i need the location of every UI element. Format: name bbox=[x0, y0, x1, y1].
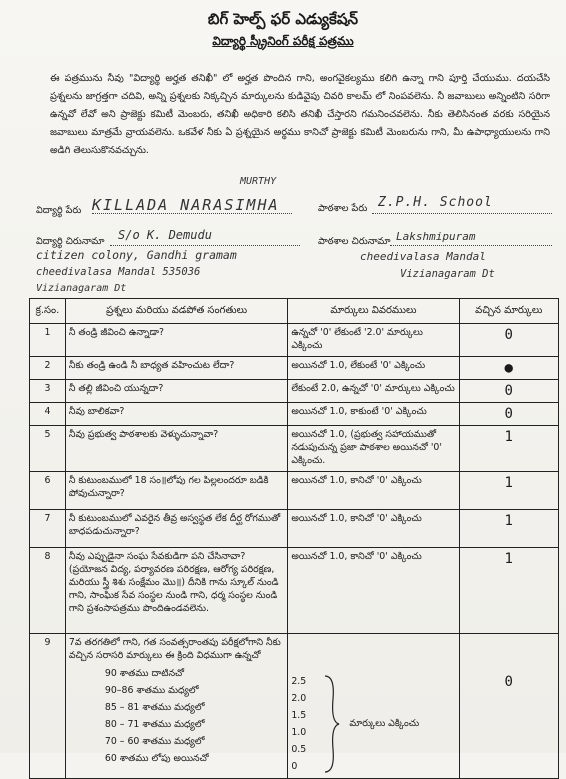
row-number: 8 bbox=[30, 548, 66, 634]
table-row bbox=[30, 380, 559, 403]
screening-table bbox=[29, 298, 559, 779]
row-marks-rule: లేకుంటే 2.0, ఉన్నచో '0' మార్కులు ఎక్కించు bbox=[288, 380, 459, 403]
row-number: 6 bbox=[30, 472, 66, 510]
row-question: నీ కుటుంబములో ఎవరైన తీవ్ర అస్వస్థత లేక దీర్ఘ రోగముతో బాధపడుచున్నారా? bbox=[65, 510, 287, 548]
row-marks-rule: ఉన్నచో '0' లేకుంటే '2.0' మార్కులు ఎక్కించు bbox=[288, 324, 459, 357]
row-question: 7వ తరగతిలో గాని, గత సంవత్సరాంతపు పరీక్షలోగాని నీకు వచ్చిన సరాసరి మార్కులు ఈ క్రింది విధముగా ఉన్నచో bbox=[68, 637, 281, 661]
school-value[interactable]: Z.P.H. School bbox=[378, 195, 493, 210]
row-marks-value[interactable]: 0 bbox=[459, 380, 558, 403]
grade-mark: 2.5 bbox=[291, 676, 307, 687]
row-question: నీకు తండ్రి ఉండి నీ బాధ్యత వహించుట లేదా? bbox=[65, 357, 287, 380]
row-question: నీవు ప్రభుత్వ పాఠశాలకు వెళ్ళుచున్నావా? bbox=[65, 426, 287, 472]
instructions-paragraph: ఈ పత్రమును నీవు "విద్యార్థి అర్హత తనిఖీ" లో అర్హత పొందిన గాని, అంగవైకల్యము కలిగి ఉన్నా గాని పూర్తి చేయుము. దయచేసి ప్రశ్నలను జాగ్రత్తగా చదివి, అన్ని ప్రశ్నలకు నిక్కచ్చిన మార్కులను కుడివైపు చివరి కాలమ్ లో నింపవలెను. నీ జవాబులు అన్నింటిని సరిగా ఉన్నవో లేవో అని ప్రాజెక్టు కమిటీ మెంబరు, తనిఖీ అధికారి కలిసి తనిఖీ చేస్తారని గమనించవలెను. నీకు తెలిసినంత వరకు సరియైన జవాబులు మాత్రమే వ్రాయవలెను. ఒకవేళ నీకు ఏ ప్రశ్నయైన అర్థము కానిచో ప్రాజెక్టు కమిటీ మెంబరును గాని, మీ ఉపాధ్యాయులను గాని అడిగి తెలుసుకొనవచ్చును. bbox=[50, 73, 550, 156]
header-marks-details: మార్కులు వివరములు bbox=[288, 299, 459, 324]
table-row bbox=[30, 403, 559, 426]
row-marks-value[interactable]: 1 bbox=[459, 548, 558, 634]
row-number: 3 bbox=[30, 380, 66, 403]
row-number: 1 bbox=[30, 324, 66, 357]
row-number: 9 bbox=[30, 634, 66, 779]
grade-marks-cell bbox=[288, 634, 459, 779]
row-question: నీవు ఎప్పుడైనా సంఘ సేవకుడిగా పని చేసినావా? (ప్రయోజన విద్య, పర్యావరణ పరిరక్షణ, ఆరోగ్య పరిరక్షణ, మరియు స్త్రీ శిశు సంక్షేమం మొ॥) దీనికి గాను స్కూల్ నుండి గాని, సాంఘిక సేవ సంస్థల నుండి గాని, ధర్మ సంస్థల నుండి గాని ప్రశంసాపత్రము పొందిఉండవలెను. bbox=[65, 548, 287, 634]
table-row bbox=[30, 548, 559, 634]
grade-range: 90–86 శాతము మధ్యలో bbox=[104, 685, 199, 696]
form-subtitle: విద్యార్థి స్క్రీనింగ్ పరీక్ష పత్రము bbox=[212, 34, 354, 48]
name-label: విద్యార్థి పేరు bbox=[36, 205, 82, 216]
row-marks-value[interactable]: ● bbox=[459, 357, 558, 380]
row-question: నీవు బాలికవా? bbox=[65, 403, 287, 426]
row-number: 7 bbox=[30, 510, 66, 548]
grade-marks bbox=[291, 673, 321, 775]
name-extra: MURTHY bbox=[240, 176, 277, 187]
address-label: విద్యార్థి చిరునామా bbox=[36, 236, 105, 247]
table-row bbox=[30, 472, 559, 510]
row-number: 5 bbox=[30, 426, 66, 472]
grade-mark: 1.0 bbox=[291, 727, 307, 738]
grade-mark: 1.5 bbox=[291, 710, 307, 721]
table-row bbox=[30, 357, 559, 380]
grade-note: మార్కులు ఎక్కించు bbox=[349, 717, 420, 729]
address-line-1[interactable]: S/o K. Demudu bbox=[118, 228, 212, 242]
grade-mark: 2.0 bbox=[291, 693, 307, 704]
school-address-line-3[interactable]: Vizianagaram Dt bbox=[400, 268, 495, 280]
address-line-2[interactable]: citizen colony, Gandhi gramam bbox=[36, 248, 237, 262]
table-row bbox=[30, 426, 559, 472]
row-marks-rule: అయినచో 1.0, కాకుంటే '0' ఎక్కించు bbox=[288, 403, 459, 426]
header-serial: క్ర.సం. bbox=[30, 299, 66, 324]
row-question: నీ కుటుంబములో 18 సం॥లోపు గల పిల్లలందరూ బడికి పోవుచున్నారా? bbox=[65, 472, 287, 510]
grade-range: 85 – 81 శాతము మధ్యలో bbox=[104, 702, 205, 713]
row-question: నీ తండ్రి జీవించి ఉన్నాడా? bbox=[65, 324, 287, 357]
org-title: బిగ్ హెల్ప్ ఫర్ ఎడ్యుకేషన్ bbox=[207, 10, 359, 28]
grade-range: 70 – 60 శాతము మధ్యలో bbox=[104, 736, 205, 747]
school-address-line-1[interactable]: Lakshmipuram bbox=[396, 230, 476, 243]
row-marks-rule: అయినచో 1.0, కానిచో '0' ఎక్కించు bbox=[288, 472, 459, 510]
row-question-cell bbox=[65, 634, 287, 779]
row-marks-rule: అయినచో 1.0, కానిచో '0' ఎక్కించు bbox=[288, 510, 459, 548]
grade-mark: 0 bbox=[291, 761, 298, 772]
table-row bbox=[30, 510, 559, 548]
grade-ranges bbox=[69, 665, 284, 767]
table-row bbox=[30, 634, 559, 779]
row-question: నీ తల్లి జీవించి యున్నదా? bbox=[65, 380, 287, 403]
header-question: ప్రశ్నలు మరియు వడపోత సంగతులు bbox=[65, 299, 287, 324]
grade-range: 60 శాతము లోపు అయినచో bbox=[104, 753, 209, 764]
row-marks-value[interactable]: 1 bbox=[459, 426, 558, 472]
row-marks-rule: అయినచో 1.0, (ప్రభుత్వ సహాయముతో నడుపుచున్న ప్రజా పాఠశాల అయినచో '0' ఎక్కించు. bbox=[288, 426, 459, 472]
row-marks-value[interactable]: 1 bbox=[459, 510, 558, 548]
row-marks-rule: అయినచో 1.0, లేకుంటే '0' ఎక్కించు bbox=[288, 357, 459, 380]
address-line-4[interactable]: Vizianagaram Dt bbox=[36, 283, 127, 294]
row-marks-value[interactable]: 1 bbox=[459, 472, 558, 510]
header-marks-obtained: వచ్చిన మార్కులు bbox=[459, 299, 558, 324]
school-address-line-2[interactable]: cheedivalasa Mandal bbox=[360, 250, 486, 263]
address-line-3[interactable]: cheedivalasa Mandal 535036 bbox=[36, 266, 201, 278]
table-row bbox=[30, 324, 559, 357]
table-header-row bbox=[30, 299, 559, 324]
row-marks-value[interactable]: 0 bbox=[459, 403, 558, 426]
grade-mark: 0.5 bbox=[291, 744, 307, 755]
curly-brace-icon bbox=[321, 674, 343, 774]
grade-range: 90 శాతము దాటినచో bbox=[104, 668, 185, 679]
grade-range: 80 – 71 శాతము మధ్యలో bbox=[104, 719, 205, 730]
school-label: పాఠశాల పేరు bbox=[318, 203, 368, 214]
school-address-label: పాఠశాల చిరునామా bbox=[318, 236, 391, 247]
row-marks-rule: అయినచో 1.0, కానిచో '0' ఎక్కించు bbox=[288, 548, 459, 634]
name-value[interactable]: KILLADA NARASIMHA bbox=[92, 196, 280, 214]
row-marks-value[interactable]: 0 bbox=[459, 634, 558, 779]
row-marks-value[interactable]: 0 bbox=[459, 324, 558, 357]
row-number: 2 bbox=[30, 357, 66, 380]
row-number: 4 bbox=[30, 403, 66, 426]
